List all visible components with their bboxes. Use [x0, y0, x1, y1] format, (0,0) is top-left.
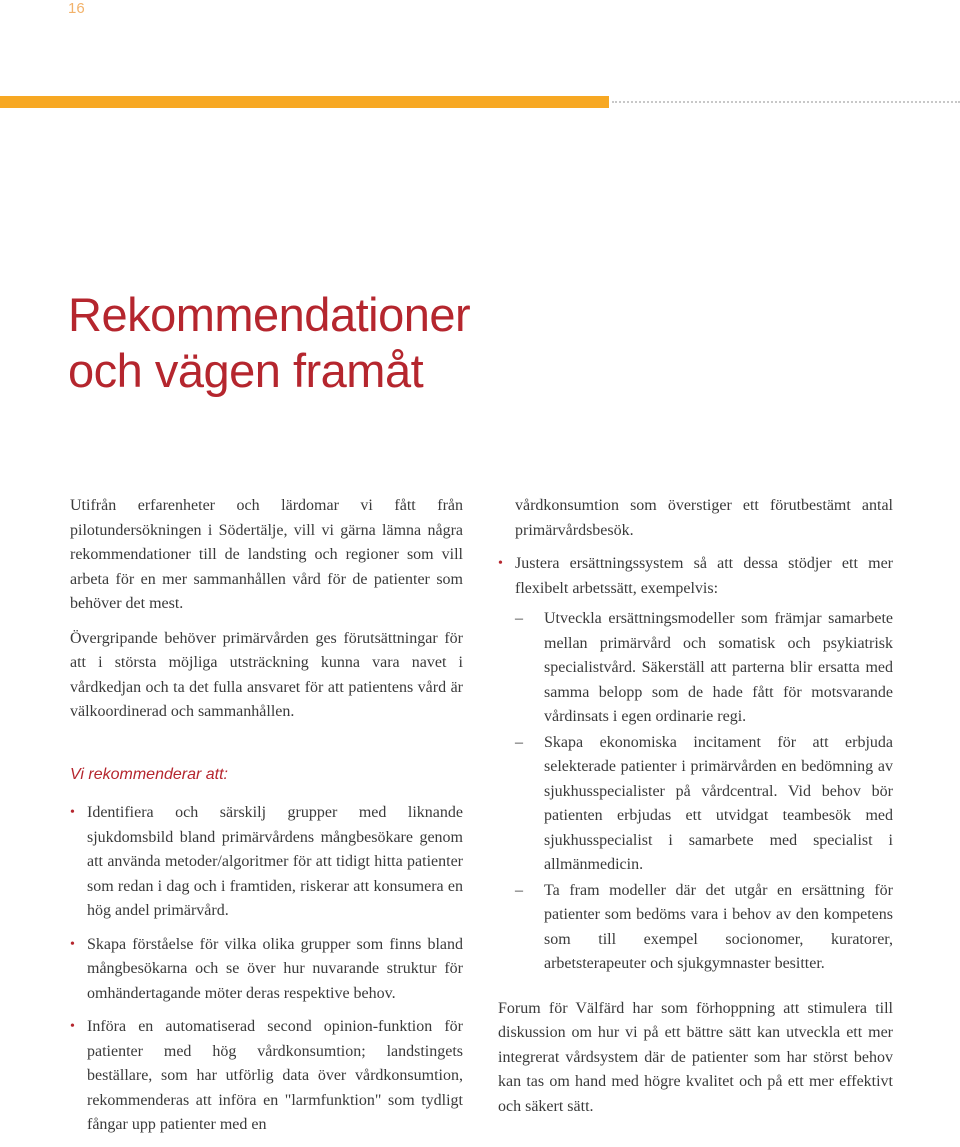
- recommendations-list: [70, 801, 463, 1138]
- list-item: [70, 801, 463, 924]
- list-item-text: Skapa förståelse för vilka olika grupper som finns bland mångbesökarna och se över hur nuvarande struktur för omhändertagande möter deras respektive behov.: [87, 935, 463, 1002]
- sub-list: [515, 607, 893, 977]
- sub-list-item: [515, 879, 893, 977]
- left-column: [70, 494, 463, 1147]
- dash-icon: –: [515, 881, 523, 899]
- bullet-icon: •: [70, 936, 75, 952]
- list-item-text: Införa en automatiserad second opinion-funktion för patienter med hög vårdkonsumtion; landstingets beställare, som har utförlig data över vårdkonsumtion, rekommenderas att införa en "larmfunktion" som tydligt fångar upp patienter med en: [87, 1018, 463, 1133]
- bullet-icon: •: [498, 556, 503, 571]
- sub-list-item-text: Skapa ekonomiska incitament för att erbjuda selekterade patienter i primärvården en bedömning av sjukhusspecialister på vårdcentral. Vid behov bör patienten erbjudas ett utvidgat teambesök med sjukhusspecialist i samarbete med specialist i allmänmedicin.: [544, 733, 893, 873]
- bullet-icon: •: [70, 805, 75, 820]
- dash-icon: –: [515, 610, 523, 627]
- bullet-icon: •: [70, 1019, 75, 1034]
- dash-icon: –: [515, 733, 523, 751]
- list-item-text: Identifiera och särskilj grupper med liknande sjukdomsbild bland primärvårdens mångbesökare genom att använda metoder/algoritmer för att tidigt hitta patienter som redan i dag och i framtiden, riskerar att konsumera en hög andel primärvård.: [87, 804, 463, 919]
- list-item: [498, 552, 893, 977]
- list-continuation: vårdkonsumtion som överstiger ett förutbestämt antal primärvårdsbesök.: [515, 497, 893, 539]
- list-item-text: Justera ersättningssystem så att dessa stödjer ett mer flexibelt arbetssätt, exempelvis:: [515, 555, 893, 597]
- page-number: 16: [68, 0, 85, 17]
- list-item: [70, 1015, 463, 1138]
- sub-list-item: [515, 607, 893, 730]
- title-line-2: och vägen framåt: [68, 344, 424, 397]
- recommendations-subheading: Vi rekommenderar att:: [70, 765, 228, 783]
- sub-list-item: [515, 731, 893, 878]
- sub-list-item-text: Utveckla ersättningsmodeller som främjar samarbete mellan primärvård och somatisk och psykiatrisk specialistvård. Säkerställ att parterna blir ersatta med samma belopp som de hade fått för motsvarande vårdinsats i egen ordinarie regi.: [544, 610, 893, 725]
- overview-paragraph: Övergripande behöver primärvården ges förutsättningar för att i största möjliga utsträckning kunna vara navet i vårdkedjan och ta det fulla ansvaret för att patientens vård är välkoordinerad och sammanhållen.: [70, 629, 463, 720]
- intro-paragraph: Utifrån erfarenheter och lärdomar vi fått från pilotundersökningen i Södertälje, vill vi gärna lämna några rekommendationer till de landsting och regioner som vill arbeta för en mer sammanhållen vård för de patienter som behöver det mest.: [70, 497, 463, 612]
- page-title: [68, 287, 470, 399]
- header-rule: [0, 96, 609, 108]
- closing-paragraph: Forum för Välfärd har som förhoppning att stimulera till diskussion om hur vi på ett bättre sätt kan utveckla ett mer integrerat vårdsystem där de patienter som har störst behov kan tas om hand med högre kvalitet och på ett mer effektivt och säkert sätt.: [498, 999, 893, 1115]
- right-column: [498, 494, 893, 1119]
- recommendations-list-continued: [498, 552, 893, 977]
- title-line-1: Rekommendationer: [68, 288, 471, 341]
- list-item: [70, 933, 463, 1007]
- header-dotted-rule: [612, 101, 960, 103]
- sub-list-item-text: Ta fram modeller där det utgår en ersättning för patienter som bedöms vara i behov av den kompetens som till exempel socionomer, kuratorer, arbetsterapeuter och sjukgymnaster besitter.: [544, 881, 893, 972]
